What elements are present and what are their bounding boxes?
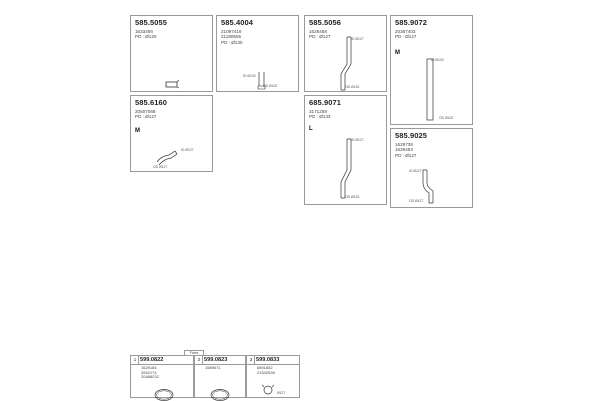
- part-number: 685.9071: [309, 98, 342, 107]
- reference: 21542536: [257, 369, 275, 375]
- straight-pipe-drawing: [425, 58, 435, 122]
- reference-list: [257, 366, 275, 375]
- bent-pipe-drawing: [333, 36, 355, 92]
- reference-list: [309, 29, 330, 40]
- dimension-label: ID Ø127: [181, 148, 194, 152]
- part-number: 585.5055: [135, 18, 168, 27]
- reference: PD : Ø127: [309, 34, 331, 40]
- dimension-label: OD Ø127: [409, 199, 424, 203]
- reference: 1629184: [141, 365, 157, 370]
- mount-mark: L: [309, 126, 313, 132]
- reference: 20367403: [395, 29, 416, 34]
- reference: PD : Ø130: [221, 39, 243, 45]
- reference: 1628458: [309, 29, 327, 34]
- reference-list: [135, 109, 156, 120]
- fixing-cell-599-0822: [130, 355, 194, 398]
- reference-list: [395, 29, 416, 40]
- reference: 20488232: [141, 374, 159, 380]
- reference-list: [309, 109, 330, 120]
- reference: 1629453: [395, 147, 413, 153]
- dimension-label: Ø127: [277, 391, 286, 395]
- clamp-drawing: [261, 384, 275, 396]
- dimension-label: ID Ø127: [351, 37, 364, 41]
- gasket-ring-drawing: [207, 385, 233, 401]
- dimension-label: OD Ø120: [439, 116, 454, 120]
- dimension-label: ID Ø130: [243, 74, 256, 78]
- mount-mark: M: [395, 50, 400, 56]
- reference: 1629738: [395, 142, 413, 147]
- part-number: 599.0833: [256, 357, 280, 363]
- part-number: 599.0823: [204, 357, 228, 363]
- dimension-label: ID Ø127: [409, 169, 422, 173]
- reference: 1633456: [135, 29, 153, 34]
- part-number: 585.4004: [221, 18, 254, 27]
- fixing-header: [247, 356, 299, 365]
- fixing-index: 2: [196, 356, 203, 364]
- reference: PD : Ø120: [135, 34, 157, 40]
- reference: PD : Ø127: [395, 152, 417, 158]
- part-number: 585.5056: [309, 18, 342, 27]
- reference: 1589671: [205, 365, 221, 370]
- reference-list: [135, 29, 156, 40]
- part-card-585-5056: [304, 15, 387, 92]
- reference: PD : Ø127: [135, 114, 157, 120]
- reference: 21097416: [221, 29, 242, 34]
- reference-list: [395, 142, 416, 158]
- dimension-label: OD Ø133: [345, 195, 360, 199]
- part-card-585-4004: [216, 15, 299, 92]
- reference: 6891852: [257, 365, 273, 370]
- part-card-585-5055: [130, 15, 213, 92]
- reference-list: [221, 29, 242, 45]
- dimension-label: ID Ø130: [431, 58, 444, 62]
- part-number: 585.6160: [135, 98, 168, 107]
- part-card-685-9071: [304, 95, 387, 205]
- reference: 21180555: [221, 34, 242, 40]
- reference: PD : Ø127: [395, 34, 417, 40]
- reference: 3942174: [141, 369, 157, 375]
- reference-list: [205, 366, 221, 371]
- fixings-tab: Fixes: [184, 350, 204, 355]
- dimension-label: OD Ø133: [345, 85, 360, 89]
- fixing-index: 3: [248, 356, 255, 364]
- part-card-585-6160: [130, 95, 213, 172]
- reference: 3171258: [309, 109, 327, 114]
- part-card-585-9025: [390, 128, 473, 208]
- part-number: 585.9025: [395, 131, 428, 140]
- reference-list: [141, 366, 159, 380]
- long-pipe-drawing: [335, 138, 355, 200]
- mount-mark: M: [135, 128, 140, 134]
- reference: PD : Ø133: [309, 114, 331, 120]
- fixing-header: [131, 356, 193, 365]
- part-number: 599.0822: [140, 357, 164, 363]
- fixing-cell-599-0823: [194, 355, 246, 398]
- elbow-pipe-drawing: [155, 148, 181, 166]
- dimension-label: OD Ø127: [153, 165, 168, 169]
- part-card-585-9072: [390, 15, 473, 125]
- fixing-header: [195, 356, 245, 365]
- fixing-cell-599-0833: [246, 355, 300, 398]
- reference: 20507068: [135, 109, 156, 114]
- gasket-ring-drawing: [151, 385, 177, 401]
- dimension-label: ID Ø127: [351, 138, 364, 142]
- part-number: 585.9072: [395, 18, 428, 27]
- short-pipe-drawing: [255, 71, 269, 91]
- clamp-drawing: [165, 79, 181, 89]
- dimension-label: OD Ø120: [263, 84, 278, 88]
- fixing-index: 1: [132, 356, 139, 364]
